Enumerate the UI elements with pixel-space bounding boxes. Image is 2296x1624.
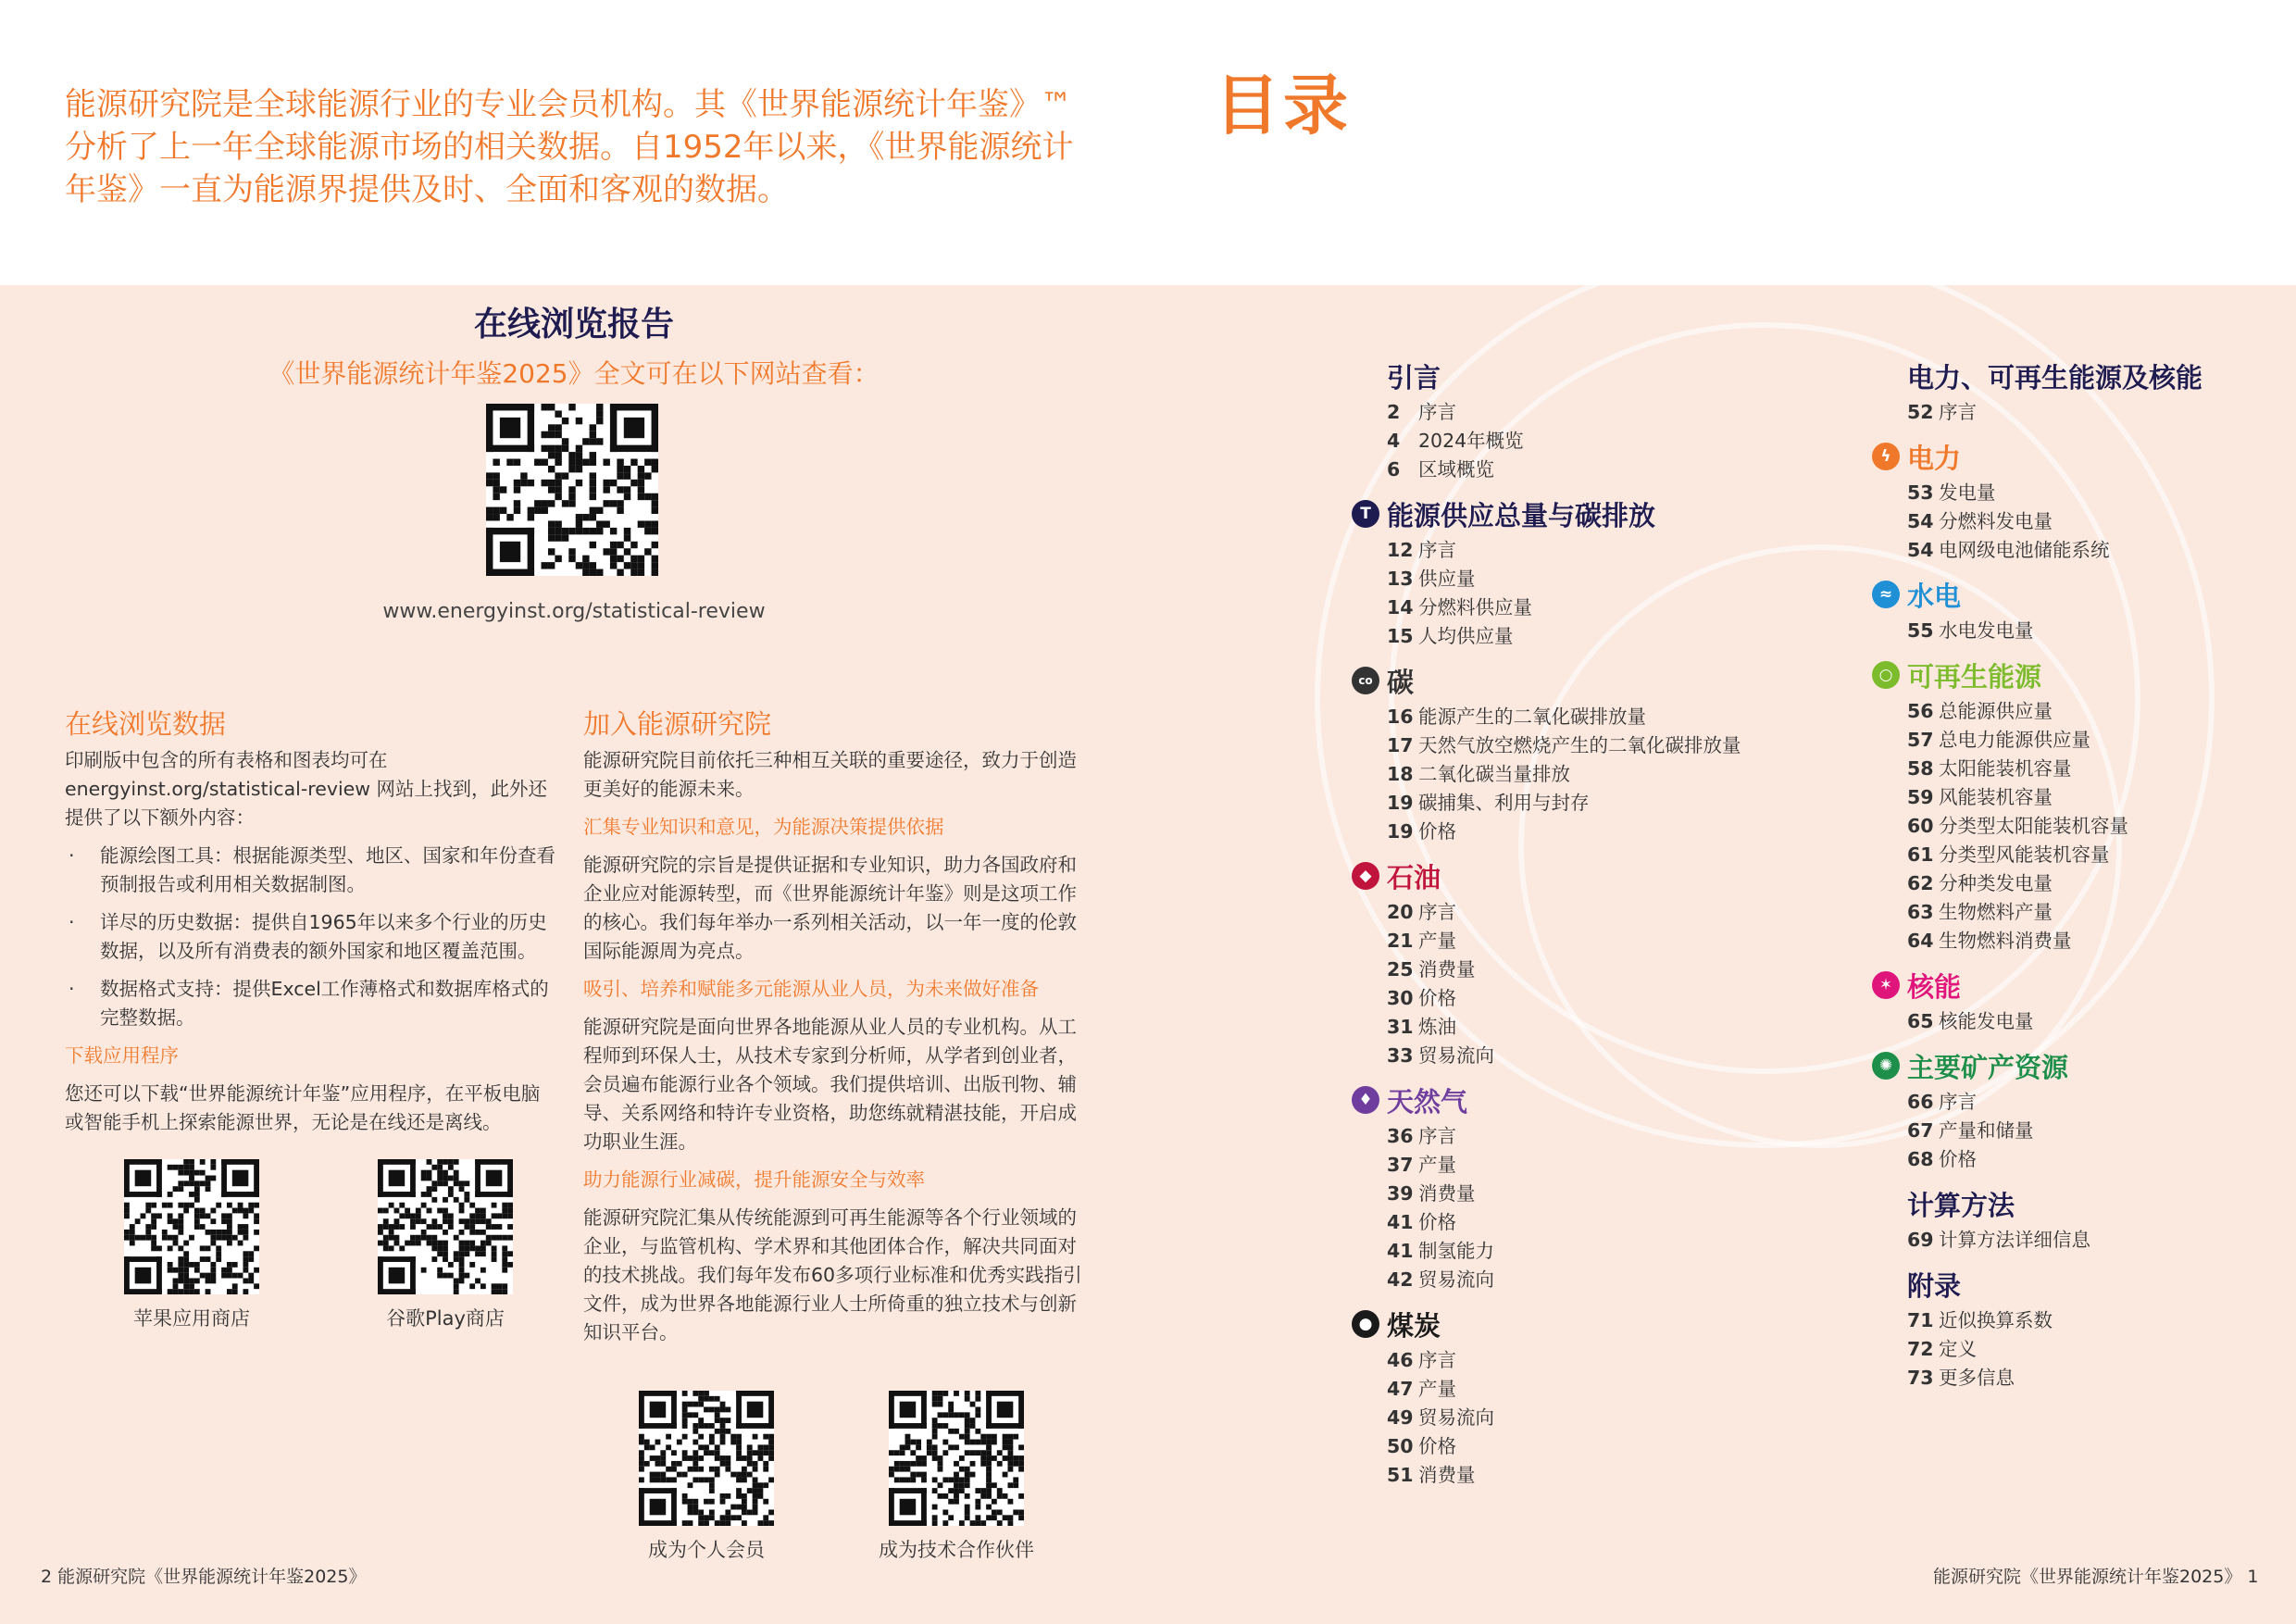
toc-entry[interactable] (1907, 755, 2277, 783)
toc-entry[interactable] (1907, 1335, 2277, 1364)
join-s1-title: 汇集专业知识和意见，为能源决策提供依据 (583, 816, 944, 838)
toc-entry[interactable] (1387, 1237, 1813, 1266)
toc-entry[interactable] (1387, 1266, 1813, 1294)
toc-section-title: 电力 (1907, 442, 1962, 474)
toc-entry-label: 碳捕集、利用与封存 (1418, 792, 1590, 814)
join-s3-title: 助力能源行业减碳，提升能源安全与效率 (583, 1168, 925, 1191)
intro-paragraph: 能源研究院是全球能源行业的专业会员机构。其《世界能源统计年鉴》™分析了上一年全球能源市场的相关数据。自1952年以来，《世界能源统计年鉴》一直为能源界提供及时、全面和客观的数据。 (65, 86, 1074, 208)
bullet-item: · 数据格式支持：提供Excel工作薄格式和数据库格式的完整数据。 (65, 975, 555, 1032)
toc-entry-label: 分燃料供应量 (1418, 596, 1532, 618)
apple-store-qr-code[interactable] (124, 1159, 259, 1294)
bullet-item: · 详尽的历史数据：提供自1965年以来多个行业的历史数据，以及所有消费表的额外国家和地区覆盖范围。 (65, 908, 555, 966)
mineral-gear-icon: ✺ (1872, 1052, 1900, 1080)
toc-page-number: 51 (1387, 1464, 1414, 1486)
toc-page-number: 30 (1387, 987, 1414, 1009)
partner-label: 成为技术合作伙伴 (879, 1539, 1034, 1561)
bullet-item: · 能源绘图工具：根据能源类型、地区、国家和年份查看预制报告或利用相关数据制图。 (65, 842, 555, 899)
toc-section-appendix (1907, 1264, 2277, 1393)
online-data-title: 在线浏览数据 (65, 708, 227, 740)
toc-page-number: 31 (1387, 1016, 1414, 1038)
member-qr-code[interactable] (639, 1391, 774, 1526)
toc-section-title: 可再生能源 (1907, 660, 2042, 693)
google-play-label: 谷歌Play商店 (386, 1307, 505, 1330)
join-title: 加入能源研究院 (583, 708, 772, 740)
toc-entry[interactable] (1907, 507, 2277, 536)
toc-entry-label: 贸易流向 (1418, 1268, 1494, 1291)
toc-page-number: 47 (1387, 1378, 1414, 1400)
toc-entry[interactable] (1907, 1088, 2277, 1117)
toc-section-supply (1360, 493, 1813, 651)
toc-entry[interactable] (1387, 760, 1813, 789)
toc-entry-label: 天然气放空燃烧产生的二氧化碳排放量 (1418, 734, 1741, 756)
toc-entry-label: 产量和储量 (1939, 1119, 2034, 1142)
partner-qr-code[interactable] (889, 1391, 1024, 1526)
toc-entry[interactable] (1387, 1208, 1813, 1237)
top-banner (0, 0, 2296, 285)
toc-page-number: 39 (1387, 1182, 1414, 1205)
toc-entry-label: 序言 (1418, 1349, 1456, 1371)
toc-entry-label: 产量 (1418, 930, 1456, 952)
toc-page-number: 69 (1907, 1229, 1934, 1251)
toc-entry-label: 水电发电量 (1939, 619, 2034, 642)
toc-page-number: 53 (1907, 481, 1934, 504)
toc-section-nuclear (1878, 965, 2277, 1036)
online-data-bullets (65, 842, 555, 1032)
toc-entry[interactable] (1387, 593, 1813, 622)
toc-entry[interactable] (1387, 1375, 1813, 1404)
toc-page-number: 49 (1387, 1406, 1414, 1429)
toc-page-number: 73 (1907, 1367, 1934, 1389)
toc-entry[interactable] (1907, 617, 2277, 645)
toc-entry-label: 消费量 (1418, 958, 1476, 981)
toc-page-number: 54 (1907, 539, 1934, 561)
toc-page-number: 64 (1907, 930, 1934, 952)
footer-left: 2 能源研究院《世界能源统计年鉴2025》 (41, 1567, 367, 1587)
toc-section-title: 能源供应总量与碳排放 (1387, 499, 1656, 531)
toc-entry[interactable] (1907, 697, 2277, 726)
toc-entry[interactable] (1387, 898, 1813, 927)
toc-entry-label: 电网级电池储能系统 (1939, 539, 2110, 561)
toc-page-number: 68 (1907, 1148, 1934, 1170)
toc-entry[interactable] (1387, 1013, 1813, 1042)
toc-entry-label: 区域概览 (1418, 458, 1494, 481)
toc-section-title: 电力、可再生能源及核能 (1907, 361, 2203, 394)
toc-page-number: 67 (1907, 1119, 1934, 1142)
toc-page-number: 59 (1907, 786, 1934, 808)
toc-entry-label: 消费量 (1418, 1182, 1476, 1205)
toc-column-right (1878, 356, 2277, 1393)
toc-page-number: 25 (1387, 958, 1414, 981)
toc-entry[interactable] (1387, 1151, 1813, 1180)
toc-section-carbon (1358, 660, 1813, 846)
toc-entry[interactable] (1387, 731, 1813, 760)
toc-section-heading[interactable] (1878, 655, 2277, 695)
toc-section-intro (1387, 356, 1813, 484)
footer-right: 能源研究院《世界能源统计年鉴2025》 1 (1933, 1567, 2259, 1587)
toc-page-number: 41 (1387, 1211, 1414, 1233)
toc-page-number: 50 (1387, 1435, 1414, 1457)
toc-section-heading[interactable] (1878, 965, 2277, 1006)
toc-page-number: 72 (1907, 1338, 1934, 1360)
toc-entry[interactable] (1387, 1404, 1813, 1432)
toc-section-title: 水电 (1907, 580, 1962, 612)
toc-entry[interactable] (1387, 565, 1813, 593)
toc-entry-label: 价格 (1418, 1435, 1456, 1457)
toc-page-number: 54 (1907, 510, 1934, 532)
toc-entry[interactable] (1907, 398, 2277, 427)
toc-section-title: 天然气 (1387, 1085, 1468, 1118)
oil-drop-icon: ◆ (1352, 862, 1379, 890)
toc-section-electricity (1880, 436, 2277, 565)
toc-entry-label: 分种类发电量 (1939, 872, 2053, 894)
toc-page-number: 17 (1387, 734, 1414, 756)
toc-entry-label: 序言 (1939, 1091, 1977, 1113)
toc-entry[interactable] (1387, 1180, 1813, 1208)
toc-entry-label: 价格 (1418, 820, 1456, 843)
toc-entry-label: 序言 (1418, 901, 1456, 923)
toc-page-number: 65 (1907, 1010, 1934, 1032)
toc-entry[interactable] (1387, 536, 1813, 565)
toc-entry[interactable] (1907, 783, 2277, 812)
toc-entry[interactable] (1907, 536, 2277, 565)
toc-section-oil (1359, 856, 1813, 1070)
toc-entry-label: 风能装机容量 (1939, 786, 2053, 808)
toc-entry-label: 2024年概览 (1418, 430, 1524, 452)
toc-entry-label: 分类型风能装机容量 (1939, 843, 2110, 866)
toc-page-number: 71 (1907, 1309, 1934, 1331)
toc-entry-label: 更多信息 (1939, 1367, 2015, 1389)
toc-section-hydro (1878, 574, 2277, 645)
toc-entry-label: 消费量 (1418, 1464, 1476, 1486)
toc-entry-label: 价格 (1418, 987, 1456, 1009)
toc-entry[interactable] (1387, 1346, 1813, 1375)
toc-entry[interactable] (1387, 927, 1813, 956)
toc-section-title: 石油 (1387, 861, 1441, 893)
download-app-text: 您还可以下载“世界能源统计年鉴”应用程序，在平板电脑或智能手机上探索能源世界，无论是在线还是离线。 (65, 1082, 541, 1133)
toc-entry-label: 贸易流向 (1418, 1406, 1494, 1429)
toc-entry[interactable] (1907, 1364, 2277, 1393)
toc-entry-label: 近似换算系数 (1939, 1309, 2053, 1331)
toc-entry[interactable] (1907, 1145, 2277, 1174)
toc-page-number: 12 (1387, 539, 1414, 561)
toc-column-left (1358, 356, 1813, 1490)
toc-page-number: 19 (1387, 820, 1414, 843)
toc-page-number: 14 (1387, 596, 1414, 618)
toc-section-heading[interactable] (1359, 856, 1813, 896)
toc-entry-label: 序言 (1418, 401, 1456, 423)
download-app-title: 下载应用程序 (65, 1044, 179, 1067)
toc-entry[interactable] (1387, 1042, 1813, 1070)
toc-entry-label: 供应量 (1418, 568, 1476, 590)
toc-entry[interactable] (1907, 1306, 2277, 1335)
toc-section-renew (1878, 655, 2277, 956)
toc-title: 目录 (1215, 68, 1352, 144)
toc-page-number: 16 (1387, 706, 1414, 728)
coal-icon: ● (1352, 1310, 1379, 1338)
toc-page-number: 66 (1907, 1091, 1934, 1113)
toc-page-number: 4 (1387, 430, 1401, 452)
report-qr-code[interactable] (486, 404, 658, 576)
supply-icon: T (1352, 500, 1379, 528)
toc-page-number: 37 (1387, 1154, 1414, 1176)
toc-page-number: 33 (1387, 1044, 1414, 1067)
toc-entry-label: 生物燃料产量 (1939, 901, 2053, 923)
toc-page-number: 63 (1907, 901, 1934, 923)
join-s2-text: 能源研究院是面向世界各地能源从业人员的专业机构。从工程师到环保人士，从技术专家到分析师，从学者到创业者，会员遍布能源行业各个领域。我们提供培训、出版刊物、辅导、关系网络和特许专业资格，助您练就精湛技能，开启成功职业生涯。 (583, 1016, 1077, 1153)
toc-entry-label: 定义 (1939, 1338, 1977, 1360)
toc-entry[interactable] (1907, 1117, 2277, 1145)
toc-page-number: 62 (1907, 872, 1934, 894)
toc-page-number: 6 (1387, 458, 1401, 481)
toc-section-heading[interactable] (1880, 436, 2277, 477)
apple-store-label: 苹果应用商店 (133, 1307, 250, 1330)
toc-entry[interactable] (1907, 812, 2277, 841)
toc-entry-label: 总能源供应量 (1939, 700, 2053, 722)
toc-entry-label: 生物燃料消费量 (1939, 930, 2072, 952)
toc-page-number: 56 (1907, 700, 1934, 722)
toc-page-number: 42 (1387, 1268, 1414, 1291)
toc-section-title: 煤炭 (1387, 1309, 1441, 1342)
toc-section-heading[interactable] (1907, 1183, 2277, 1224)
toc-section-heading[interactable] (1358, 660, 1813, 701)
toc-section-heading[interactable] (1387, 356, 1813, 396)
toc-page-number: 13 (1387, 568, 1414, 590)
toc-section-title: 计算方法 (1907, 1189, 2015, 1221)
toc-entry-label: 序言 (1418, 539, 1456, 561)
online-report-subtitle: 《世界能源统计年鉴2025》全文可在以下网站查看： (268, 358, 880, 389)
join-s1-text: 能源研究院的宗旨是提供证据和专业知识，助力各国政府和企业应对能源转型，而《世界能源统计年鉴》则是这项工作的核心。我们每年举办一系列相关活动，以一年一度的伦敦国际能源周为亮点。 (583, 854, 1077, 962)
lightning-bolt-icon: ϟ (1872, 443, 1900, 470)
toc-page-number: 46 (1387, 1349, 1414, 1371)
toc-section-title: 主要矿产资源 (1907, 1051, 2069, 1083)
toc-section-heading[interactable] (1360, 493, 1813, 534)
toc-page-number: 41 (1387, 1240, 1414, 1262)
toc-section-heading[interactable] (1878, 1045, 2277, 1086)
toc-entry[interactable] (1907, 898, 2277, 927)
toc-page-number: 60 (1907, 815, 1934, 837)
co2-icon: co (1352, 667, 1379, 694)
toc-section-title: 核能 (1907, 970, 1962, 1003)
toc-entry[interactable] (1387, 398, 1813, 427)
toc-entry-label: 贸易流向 (1418, 1044, 1494, 1067)
toc-section-title: 附录 (1907, 1269, 1962, 1302)
toc-entry-label: 序言 (1939, 401, 1977, 423)
toc-entry-label: 人均供应量 (1418, 625, 1514, 647)
toc-page-number: 36 (1387, 1125, 1414, 1147)
toc-page-number: 52 (1907, 401, 1934, 423)
toc-entry-label: 发电量 (1939, 481, 1996, 504)
toc-section-coal (1358, 1304, 1813, 1490)
toc-section-method (1907, 1183, 2277, 1255)
toc-entry[interactable] (1387, 456, 1813, 484)
toc-entry-label: 序言 (1418, 1125, 1456, 1147)
join-s2-title: 吸引、培养和赋能多元能源从业人员，为未来做好准备 (583, 978, 1039, 1000)
report-url-link[interactable]: www.energyinst.org/statistical-review (382, 600, 766, 623)
toc-entry-label: 能源产生的二氧化碳排放量 (1418, 706, 1646, 728)
toc-entry-label: 价格 (1418, 1211, 1456, 1233)
toc-entry[interactable] (1387, 622, 1813, 651)
toc-entry[interactable] (1387, 984, 1813, 1013)
toc-section-power_all (1907, 356, 2277, 427)
toc-entry-label: 价格 (1939, 1148, 1977, 1170)
toc-entry-label: 分类型太阳能装机容量 (1939, 815, 2128, 837)
toc-entry-label: 太阳能装机容量 (1939, 757, 2072, 780)
toc-entry-label: 二氧化碳当量排放 (1418, 763, 1570, 785)
toc-entry-label: 总电力能源供应量 (1939, 729, 2090, 751)
join-body (583, 746, 1092, 1356)
toc-section-title: 引言 (1387, 361, 1441, 394)
toc-page-number: 55 (1907, 619, 1934, 642)
toc-page-number: 57 (1907, 729, 1934, 751)
toc-entry-label: 炼油 (1418, 1016, 1456, 1038)
google-play-qr-code[interactable] (378, 1159, 513, 1294)
toc-page-number: 58 (1907, 757, 1934, 780)
toc-entry-label: 分燃料发电量 (1939, 510, 2053, 532)
toc-entry[interactable] (1387, 1461, 1813, 1490)
toc-section-gas (1358, 1080, 1813, 1294)
toc-section-heading[interactable] (1907, 356, 2277, 396)
join-s3-text: 能源研究院汇集从传统能源到可再生能源等各个行业领域的企业，与监管机构、学术界和其他团体合作，解决共同面对的技术挑战。我们每年发布60多项行业标准和优秀实践指引文件，成为世界各地能源行业人士所倚重的独立技术与创新知识平台。 (583, 1206, 1082, 1343)
toc-page-number: 61 (1907, 843, 1934, 866)
member-label: 成为个人会员 (648, 1539, 765, 1561)
toc-entry[interactable] (1387, 956, 1813, 984)
renewable-ring-icon: ○ (1872, 661, 1900, 689)
online-data-body (65, 746, 555, 1146)
atom-icon: ✶ (1872, 971, 1900, 999)
toc-entry[interactable] (1387, 1122, 1813, 1151)
online-data-intro: 印刷版中包含的所有表格和图表均可在 energyinst.org/statistical-review 网站上找到，此外还提供了以下额外内容： (65, 749, 548, 829)
toc-page-number: 15 (1387, 625, 1414, 647)
toc-entry-label: 计算方法详细信息 (1939, 1229, 2090, 1251)
toc-section-heading[interactable] (1907, 1264, 2277, 1305)
water-wave-icon: ≈ (1872, 581, 1900, 608)
gas-flame-icon: ♦ (1352, 1086, 1379, 1114)
toc-page-number: 19 (1387, 792, 1414, 814)
toc-entry[interactable] (1907, 841, 2277, 869)
toc-entry-label: 制氢能力 (1418, 1240, 1494, 1262)
toc-entry[interactable] (1907, 927, 2277, 956)
join-intro: 能源研究院目前依托三种相互关联的重要途径，致力于创造更美好的能源未来。 (583, 749, 1077, 800)
toc-section-minerals (1878, 1045, 2277, 1174)
toc-entry[interactable] (1387, 427, 1813, 456)
toc-page-number: 21 (1387, 930, 1414, 952)
toc-entry-label: 核能发电量 (1939, 1010, 2034, 1032)
toc-section-heading[interactable] (1358, 1080, 1813, 1120)
toc-section-heading[interactable] (1878, 574, 2277, 615)
toc-entry-label: 产量 (1418, 1378, 1456, 1400)
toc-entry[interactable] (1907, 1007, 2277, 1036)
toc-entry[interactable] (1907, 1226, 2277, 1255)
online-report-title: 在线浏览报告 (473, 306, 674, 344)
toc-entry[interactable] (1387, 1432, 1813, 1461)
toc-page-number: 2 (1387, 401, 1401, 423)
toc-entry[interactable] (1387, 818, 1813, 846)
toc-page-number: 20 (1387, 901, 1414, 923)
toc-section-heading[interactable] (1358, 1304, 1813, 1344)
toc-entry[interactable] (1387, 789, 1813, 818)
toc-entry[interactable] (1907, 479, 2277, 507)
toc-entry[interactable] (1907, 869, 2277, 898)
toc-entry[interactable] (1907, 726, 2277, 755)
toc-entry-label: 产量 (1418, 1154, 1456, 1176)
toc-page-number: 18 (1387, 763, 1414, 785)
toc-section-title: 碳 (1387, 666, 1415, 698)
toc-entry[interactable] (1387, 703, 1813, 731)
